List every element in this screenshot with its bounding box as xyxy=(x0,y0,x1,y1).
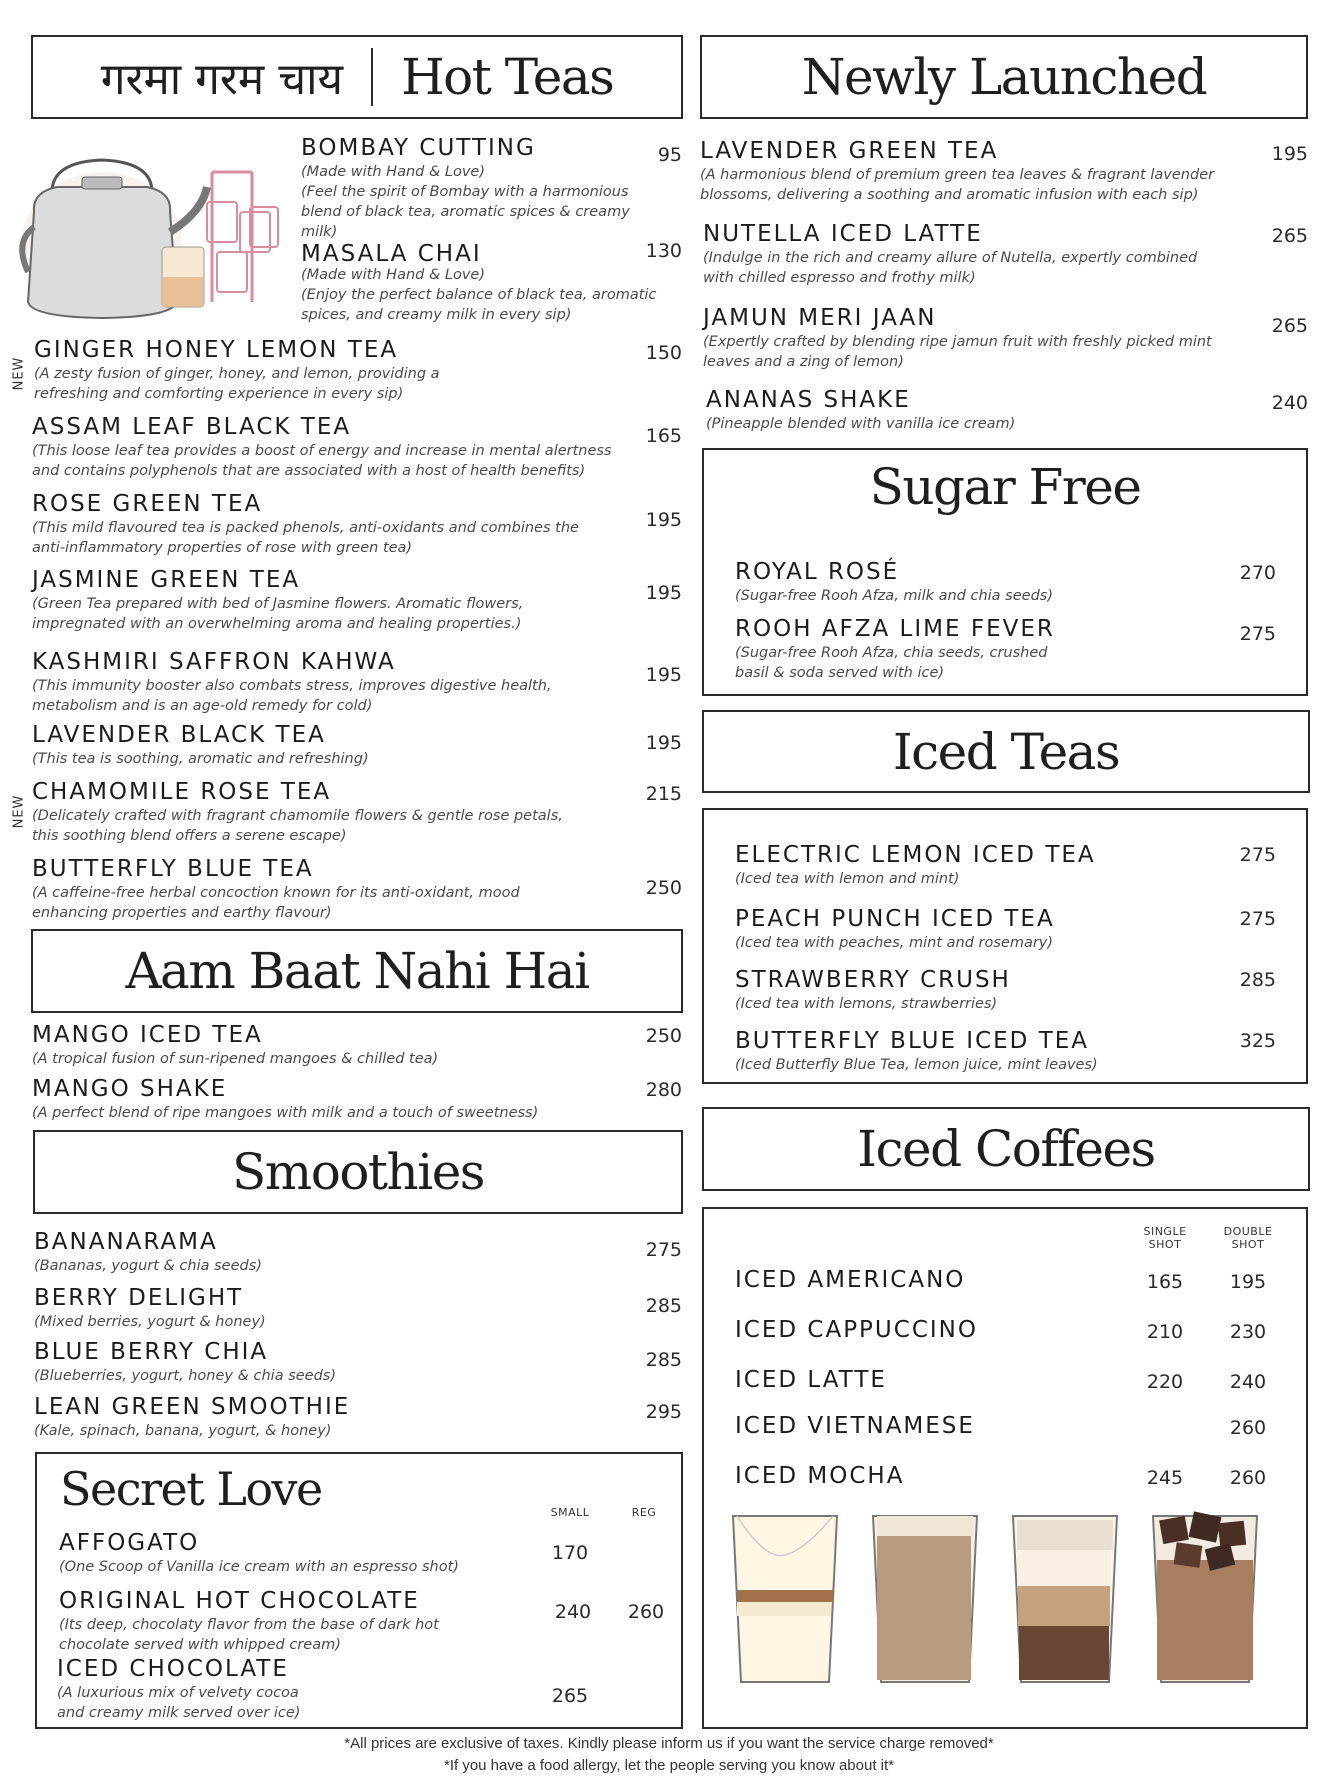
item-description: (This mild flavoured tea is packed phenols, anti-oxidants and combines the anti-inflammatory properties of rose with green tea) xyxy=(32,520,579,556)
item-description: (Blueberries, yogurt, honey & chia seeds) xyxy=(34,1368,337,1384)
item-price-small: 170 xyxy=(551,1542,589,1564)
item-name: LEAN GREEN SMOOTHIE xyxy=(34,1394,351,1420)
item-description: (A caffeine-free herbal concoction known for its anti-oxidant, mood enhancing properties and earthy flavour) xyxy=(32,885,520,921)
new-tag: NEW xyxy=(11,794,27,829)
iced-coffee-glasses-icon xyxy=(725,1510,1285,1690)
item-name: JASMINE GREEN TEA xyxy=(32,567,301,593)
item-description: (Pineapple blended with vanilla ice cream) xyxy=(706,416,1016,432)
menu-item xyxy=(735,906,1195,953)
item-name: MANGO ICED TEA xyxy=(32,1022,263,1048)
item-description: (Made with Hand & Love) (Feel the spirit of Bombay with a harmonious blend of black tea, aromatic spices & creamy milk) xyxy=(301,164,630,240)
item-price-double: 195 xyxy=(1229,1271,1267,1293)
item-name: LAVENDER GREEN TEA xyxy=(700,138,999,164)
aam-baat-header xyxy=(31,929,683,1013)
item-description: (Iced tea with lemons, strawberries) xyxy=(735,996,998,1012)
item-description: (This loose leaf tea provides a boost of energy and increase in mental alertness and contains polyphenols that are associated with a host of health benefits) xyxy=(32,443,612,479)
item-price: 280 xyxy=(645,1079,682,1101)
menu-item xyxy=(703,221,1203,288)
item-price-double: 240 xyxy=(1229,1371,1267,1393)
item-price: 195 xyxy=(645,732,682,754)
menu-item xyxy=(735,1028,1195,1075)
item-name: BUTTERFLY BLUE TEA xyxy=(32,856,314,882)
menu-item xyxy=(32,722,572,769)
menu-item xyxy=(32,414,622,481)
aam-baat-title: Aam Baat Nahi Hai xyxy=(125,942,589,1000)
newly-launched-title: Newly Launched xyxy=(801,48,1207,106)
item-description: (A tropical fusion of sun-ripened mangoes & chilled tea) xyxy=(32,1051,439,1067)
item-name: LAVENDER BLACK TEA xyxy=(32,722,326,748)
smoothies-header xyxy=(33,1130,683,1214)
item-name: ICED CAPPUCCINO xyxy=(735,1317,978,1343)
item-price: 325 xyxy=(1239,1030,1276,1052)
newly-launched-header xyxy=(700,35,1308,119)
menu-item xyxy=(34,337,454,404)
item-name: BUTTERFLY BLUE ICED TEA xyxy=(735,1028,1090,1054)
menu-item xyxy=(34,1394,594,1441)
item-name: ICED VIETNAMESE xyxy=(735,1413,975,1439)
menu-item xyxy=(706,387,1206,434)
item-name: BOMBAY CUTTING xyxy=(301,135,536,161)
item-price: 270 xyxy=(1239,562,1276,584)
item-price: 150 xyxy=(645,342,682,364)
item-price: 165 xyxy=(645,425,682,447)
hot-teas-hindi-title: गरमा गरम चाय xyxy=(100,54,344,105)
menu-item xyxy=(59,1530,499,1577)
menu-item xyxy=(301,135,661,242)
item-description: (Indulge in the rich and creamy allure of Nutella, expertly combined with chilled espresso and frothy milk) xyxy=(703,250,1198,286)
item-price-single: 210 xyxy=(1146,1321,1184,1343)
menu-item xyxy=(32,567,552,634)
item-price: 275 xyxy=(1239,908,1276,930)
secret-love-title: Secret Love xyxy=(60,1462,322,1516)
item-price: 195 xyxy=(1271,143,1308,165)
item-name: NUTELLA ICED LATTE xyxy=(703,221,983,247)
item-description: (Its deep, chocolaty flavor from the base of dark hot chocolate served with whipped cream) xyxy=(59,1617,439,1653)
item-description: (A harmonious blend of premium green tea leaves & fragrant lavender blossoms, delivering a soothing and aromatic infusion with each sip) xyxy=(700,167,1215,203)
menu-item xyxy=(57,1656,457,1723)
item-price: 265 xyxy=(1271,315,1308,337)
item-description: (This tea is soothing, aromatic and refreshing) xyxy=(32,751,369,767)
item-name: ICED LATTE xyxy=(735,1367,887,1393)
menu-item xyxy=(32,491,592,558)
item-price: 265 xyxy=(1271,225,1308,247)
item-name: BANANARAMA xyxy=(34,1229,218,1255)
item-description: (Sugar-free Rooh Afza, milk and chia seeds) xyxy=(735,588,1053,604)
item-description: (Expertly crafted by blending ripe jamun fruit with freshly picked mint leaves and a zing of lemon) xyxy=(703,334,1212,370)
item-name: GINGER HONEY LEMON TEA xyxy=(34,337,399,363)
item-price: 250 xyxy=(645,877,682,899)
item-price: 195 xyxy=(645,509,682,531)
item-description: (Made with Hand & Love) (Enjoy the perfect balance of black tea, aromatic spices, and creamy milk in every sip) xyxy=(301,267,657,323)
item-description: (Kale, spinach, banana, yogurt, & honey) xyxy=(34,1423,332,1439)
column-header-small: SMALL xyxy=(550,1506,590,1519)
menu-item xyxy=(735,842,1195,889)
item-description: (A luxurious mix of velvety cocoa and creamy milk served over ice) xyxy=(57,1685,301,1721)
item-name: ASSAM LEAF BLACK TEA xyxy=(32,414,352,440)
item-price: 195 xyxy=(645,582,682,604)
item-description: (Green Tea prepared with bed of Jasmine flowers. Aromatic flowers, impregnated with an overwhelming aroma and healing properties.) xyxy=(32,596,524,632)
item-name: AFFOGATO xyxy=(59,1530,200,1556)
item-price-single: 220 xyxy=(1146,1371,1184,1393)
menu-item xyxy=(735,559,1155,606)
item-name: STRAWBERRY CRUSH xyxy=(735,967,1011,993)
footer-allergy-note: *If you have a food allergy, let the people serving you know about it* xyxy=(443,1757,894,1774)
item-description: (This immunity booster also combats stress, improves digestive health, metabolism and is an age-old remedy for cold) xyxy=(32,678,552,714)
item-price: 295 xyxy=(645,1401,682,1423)
item-price-small: 240 xyxy=(554,1601,592,1623)
item-name: ORIGINAL HOT CHOCOLATE xyxy=(59,1588,420,1614)
smoothies-title: Smoothies xyxy=(232,1143,484,1201)
menu-item xyxy=(32,1022,592,1069)
item-price: 95 xyxy=(657,144,682,166)
item-name: ICED AMERICANO xyxy=(735,1267,966,1293)
item-price: 275 xyxy=(1239,623,1276,645)
item-price: 275 xyxy=(645,1239,682,1261)
item-description: (Iced Butterfly Blue Tea, lemon juice, mint leaves) xyxy=(735,1057,1098,1073)
menu-item xyxy=(703,305,1223,372)
iced-coffees-header xyxy=(702,1107,1310,1191)
menu-item xyxy=(32,1076,612,1123)
hot-teas-title: Hot Teas xyxy=(401,48,614,106)
item-price-double: 260 xyxy=(1229,1467,1267,1489)
item-name: ELECTRIC LEMON ICED TEA xyxy=(735,842,1096,868)
footer-taxes-note: *All prices are exclusive of taxes. Kindly please inform us if you want the service charge removed* xyxy=(344,1735,994,1752)
menu-item xyxy=(32,649,572,716)
column-header-reg: REG xyxy=(631,1506,657,1519)
hot-teas-header xyxy=(31,35,683,119)
item-description: (A perfect blend of ripe mangoes with milk and a touch of sweetness) xyxy=(32,1105,539,1121)
item-name: ROSE GREEN TEA xyxy=(32,491,263,517)
item-name: BERRY DELIGHT xyxy=(34,1285,244,1311)
item-name: CHAMOMILE ROSE TEA xyxy=(32,779,332,805)
menu-item xyxy=(34,1285,594,1332)
sugar-free-title: Sugar Free xyxy=(869,458,1141,516)
item-price: 285 xyxy=(1239,969,1276,991)
item-name: BLUE BERRY CHIA xyxy=(34,1339,269,1365)
item-name: ICED MOCHA xyxy=(735,1463,905,1489)
item-description: (Sugar-free Rooh Afza, chia seeds, crushed basil & soda served with ice) xyxy=(735,645,1048,681)
item-price: 250 xyxy=(645,1025,682,1047)
item-name: MASALA CHAI xyxy=(301,241,482,267)
header-divider xyxy=(371,48,373,106)
item-price-double: 230 xyxy=(1229,1321,1267,1343)
menu-item xyxy=(32,856,552,923)
item-price-double: 260 xyxy=(1229,1417,1267,1439)
menu-item xyxy=(735,967,1195,1014)
item-name: JAMUN MERI JAAN xyxy=(703,305,937,331)
new-tag: NEW xyxy=(11,356,27,391)
iced-teas-title: Iced Teas xyxy=(892,722,1120,781)
item-price: 285 xyxy=(645,1349,682,1371)
item-name: KASHMIRI SAFFRON KAHWA xyxy=(32,649,396,675)
item-price-small: 265 xyxy=(551,1685,589,1707)
iced-teas-header xyxy=(702,710,1310,793)
iced-coffees-title: Iced Coffees xyxy=(857,1120,1155,1178)
menu-item xyxy=(59,1588,459,1655)
item-price: 130 xyxy=(645,240,682,262)
item-description: (Iced tea with lemon and mint) xyxy=(735,871,960,887)
item-name: PEACH PUNCH ICED TEA xyxy=(735,906,1055,932)
item-price: 240 xyxy=(1271,392,1308,414)
menu-item xyxy=(34,1229,594,1276)
item-description: (Mixed berries, yogurt & honey) xyxy=(34,1314,266,1330)
item-description: (Bananas, yogurt & chia seeds) xyxy=(34,1258,262,1274)
column-header-double-shot: DOUBLE SHOT xyxy=(1223,1225,1273,1251)
item-name: ICED CHOCOLATE xyxy=(57,1656,289,1682)
kettle-illustration-icon xyxy=(12,132,292,322)
item-price: 215 xyxy=(645,783,682,805)
item-name: MANGO SHAKE xyxy=(32,1076,228,1102)
menu-item xyxy=(32,779,572,846)
item-name: ROOH AFZA LIME FEVER xyxy=(735,616,1055,642)
column-header-single-shot: SINGLE SHOT xyxy=(1143,1225,1187,1251)
item-description: (A zesty fusion of ginger, honey, and lemon, providing a refreshing and comforting experience in every sip) xyxy=(34,366,440,402)
menu-item xyxy=(700,138,1220,205)
item-name: ROYAL ROSÉ xyxy=(735,559,900,585)
item-price: 285 xyxy=(645,1295,682,1317)
item-description: (Delicately crafted with fragrant chamomile flowers & gentle rose petals, this soothing blend offers a serene escape) xyxy=(32,808,563,844)
item-price-single: 245 xyxy=(1146,1467,1184,1489)
item-description: (Iced tea with peaches, mint and rosemary) xyxy=(735,935,1054,951)
item-price-reg: 260 xyxy=(627,1601,665,1623)
item-price: 275 xyxy=(1239,844,1276,866)
item-name: ANANAS SHAKE xyxy=(706,387,911,413)
item-price: 195 xyxy=(645,664,682,686)
item-description: (One Scoop of Vanilla ice cream with an espresso shot) xyxy=(59,1559,459,1575)
menu-item xyxy=(735,616,1075,683)
menu-item xyxy=(34,1339,594,1386)
item-price-single: 165 xyxy=(1146,1271,1184,1293)
menu-item xyxy=(301,241,661,325)
